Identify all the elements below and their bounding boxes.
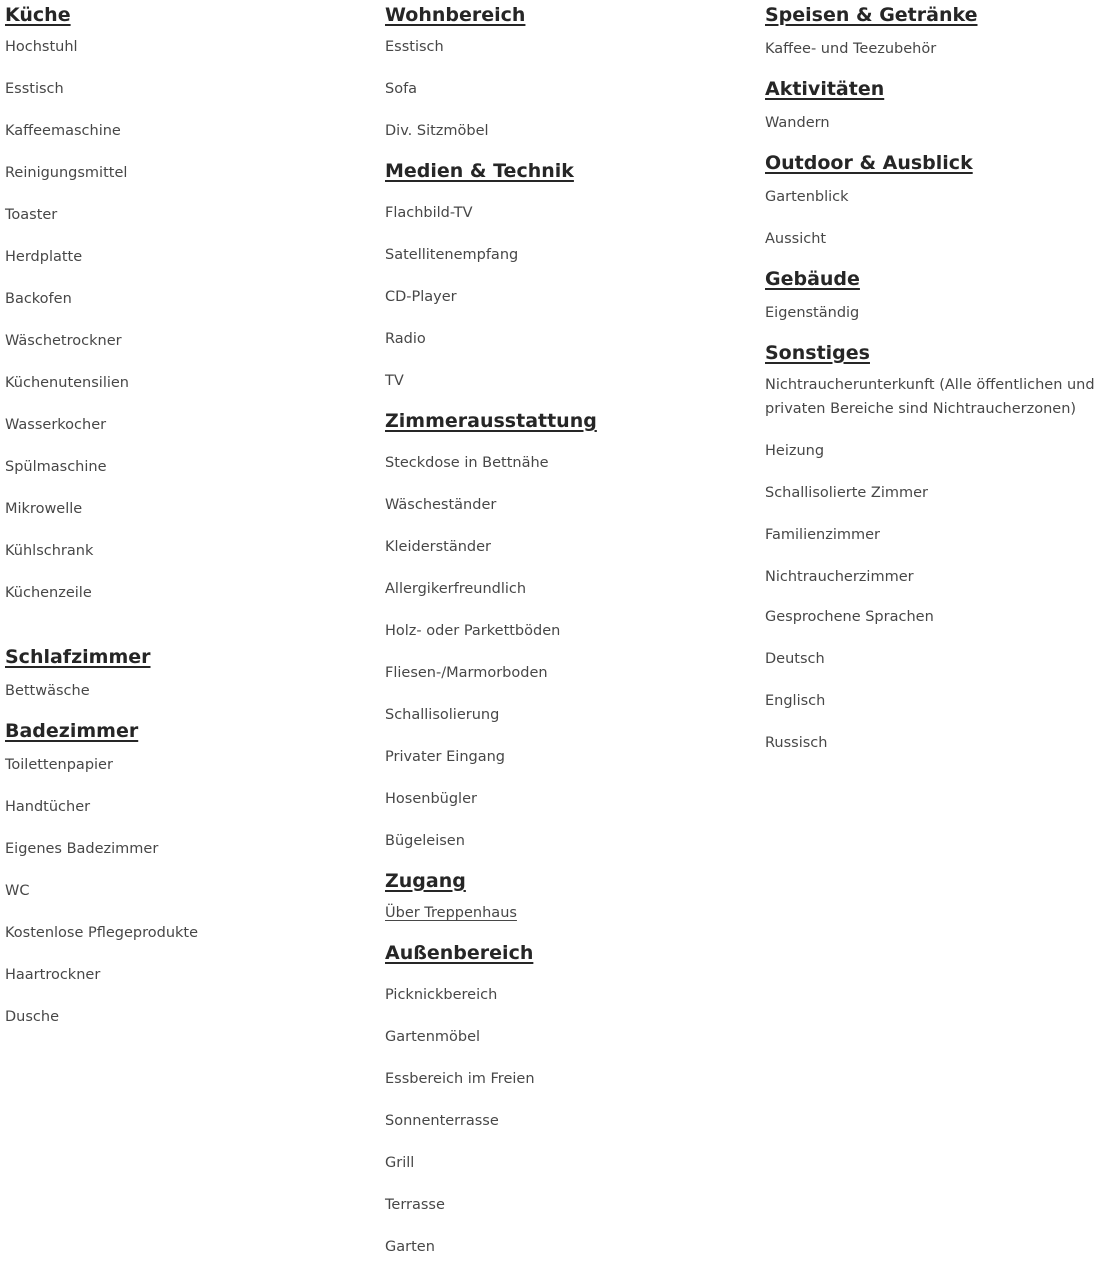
list-item: Gartenmöbel <box>385 1029 481 1045</box>
list-item: Gartenblick <box>765 189 849 205</box>
list-item: Steckdose in Bettnähe <box>385 455 549 471</box>
list-item: Wandern <box>765 115 830 131</box>
list-item: Schallisolierung <box>385 707 500 723</box>
list-item: Flachbild-TV <box>385 205 473 221</box>
zugang-link[interactable]: Über Treppenhaus <box>385 905 517 921</box>
section-heading-aussenbereich: Außenbereich <box>385 942 534 964</box>
list-item: Esstisch <box>5 81 64 97</box>
section-heading-kueche: Küche <box>5 4 71 26</box>
list-item: Dusche <box>5 1009 59 1025</box>
list-item: Handtücher <box>5 799 91 815</box>
list-item: Toaster <box>5 207 58 223</box>
list-item: Kaffee- und Teezubehör <box>765 41 937 57</box>
section-heading-speisen-getraenke: Speisen & Getränke <box>765 4 978 26</box>
list-item: Esstisch <box>385 39 444 55</box>
list-item: Mikrowelle <box>5 501 83 517</box>
list-item: Kaffeemaschine <box>5 123 121 139</box>
list-item: Nichtraucherunterkunft (Alle öffentlichen und privaten Bereiche sind Nichtraucherzonen) <box>765 377 1095 417</box>
list-item: Fliesen-/Marmorboden <box>385 665 548 681</box>
list-item: Privater Eingang <box>385 749 505 765</box>
list-item: Bügeleisen <box>385 833 465 849</box>
list-item: Deutsch <box>765 651 825 667</box>
list-item: Grill <box>385 1155 415 1171</box>
section-heading-zugang: Zugang <box>385 870 466 892</box>
section-heading-gebaeude: Gebäude <box>765 268 860 290</box>
section-heading-zimmerausstattung: Zimmerausstattung <box>385 410 597 432</box>
section-heading-medien-technik: Medien & Technik <box>385 160 574 182</box>
list-item: Wasserkocher <box>5 417 107 433</box>
list-item: Radio <box>385 331 426 347</box>
list-item: CD-Player <box>385 289 457 305</box>
list-item: Gesprochene Sprachen <box>765 609 934 625</box>
list-item: Wäscheständer <box>385 497 497 513</box>
list-item: Herdplatte <box>5 249 83 265</box>
list-item: Bettwäsche <box>5 683 90 699</box>
list-item: Eigenes Badezimmer <box>5 841 159 857</box>
list-item: Schallisolierte Zimmer <box>765 485 929 501</box>
list-item: Essbereich im Freien <box>385 1071 535 1087</box>
list-item: Aussicht <box>765 231 827 247</box>
list-item: Kleiderständer <box>385 539 491 555</box>
list-item: Satellitenempfang <box>385 247 519 263</box>
list-item: Backofen <box>5 291 72 307</box>
list-item: Nichtraucherzimmer <box>765 569 914 585</box>
list-item: Spülmaschine <box>5 459 107 475</box>
list-item: Reinigungsmittel <box>5 165 128 181</box>
list-item: Küchenutensilien <box>5 375 129 391</box>
list-item: Eigenständig <box>765 305 860 321</box>
list-item: Russisch <box>765 735 828 751</box>
list-item: Englisch <box>765 693 826 709</box>
list-item: Div. Sitzmöbel <box>385 123 489 139</box>
section-heading-aktivitaeten: Aktivitäten <box>765 78 885 100</box>
list-item: Wäschetrockner <box>5 333 122 349</box>
list-item: WC <box>5 883 30 899</box>
list-item: Toilettenpapier <box>5 757 113 773</box>
list-item: Garten <box>385 1239 435 1255</box>
list-item: Kühlschrank <box>5 543 94 559</box>
list-item: Holz- oder Parkettböden <box>385 623 561 639</box>
section-heading-outdoor-ausblick: Outdoor & Ausblick <box>765 152 973 174</box>
list-item: Heizung <box>765 443 825 459</box>
list-item: Sonnenterrasse <box>385 1113 499 1129</box>
list-item: Kostenlose Pflegeprodukte <box>5 925 199 941</box>
list-item: Küchenzeile <box>5 585 92 601</box>
section-heading-badezimmer: Badezimmer <box>5 720 139 742</box>
section-heading-schlafzimmer: Schlafzimmer <box>5 646 151 668</box>
list-item: Familienzimmer <box>765 527 880 543</box>
list-item: Hosenbügler <box>385 791 477 807</box>
list-item: Picknickbereich <box>385 987 498 1003</box>
list-item: Haartrockner <box>5 967 101 983</box>
list-item: Allergikerfreundlich <box>385 581 527 597</box>
list-item: TV <box>385 373 404 389</box>
section-heading-wohnbereich: Wohnbereich <box>385 4 526 26</box>
list-item: Hochstuhl <box>5 39 78 55</box>
section-heading-sonstiges: Sonstiges <box>765 342 870 364</box>
list-item: Sofa <box>385 81 418 97</box>
list-item: Terrasse <box>385 1197 445 1213</box>
